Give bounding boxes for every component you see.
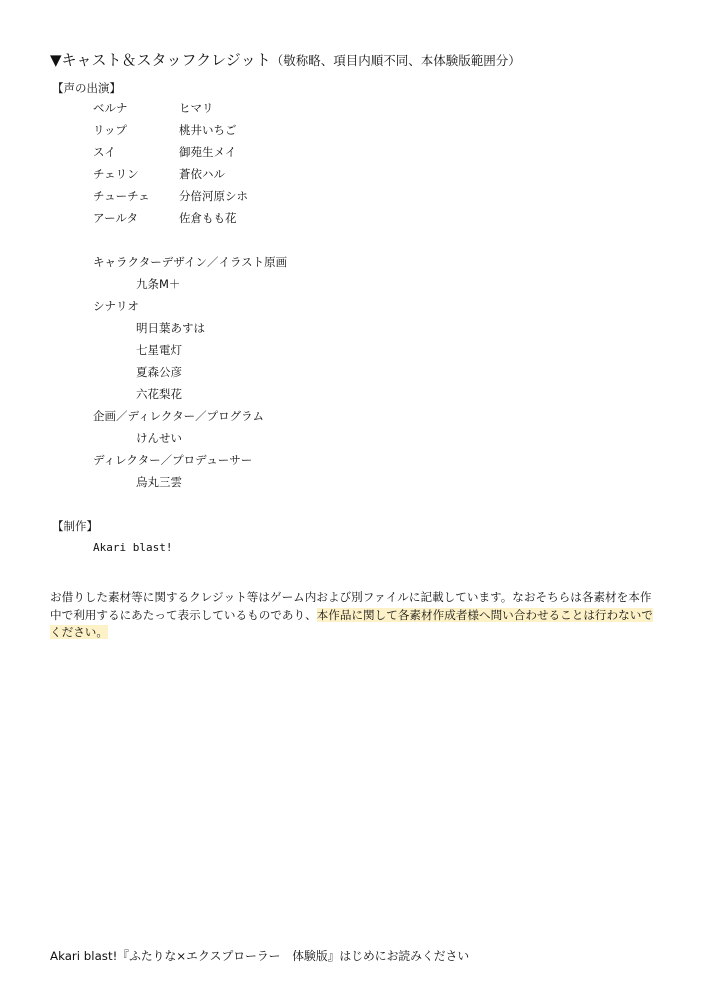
cast-actor: 御苑生メイ xyxy=(179,145,237,159)
cast-row xyxy=(93,166,225,182)
production-label: 【制作】 xyxy=(52,519,98,533)
staff-name: 烏丸三雲 xyxy=(136,475,182,489)
cast-role: スイ xyxy=(93,145,116,159)
cast-actor: 分倍河原シホ xyxy=(179,189,248,203)
cast-row xyxy=(93,122,237,138)
cast-actor: ヒマリ xyxy=(179,101,214,115)
staff-role-scenario: シナリオ xyxy=(93,299,139,313)
production-company: Akari blast! xyxy=(93,541,173,554)
cast-actor: 佐倉もも花 xyxy=(179,211,237,225)
credits-notice xyxy=(50,589,662,642)
staff-name: けんせい xyxy=(136,431,182,445)
staff-role-character-design: キャラクターデザイン／イラスト原画 xyxy=(93,255,288,269)
staff-name: 九条M＋ xyxy=(136,277,181,291)
cast-role: アールタ xyxy=(93,211,138,225)
notice-highlight: 本作品に関して各素材作成者様へ問い合わせることは行わないでください。 xyxy=(50,607,653,639)
page-title xyxy=(50,49,521,72)
staff-name: 夏森公彦 xyxy=(136,365,182,379)
cast-row xyxy=(93,144,236,160)
cast-role: ベルナ xyxy=(93,101,128,115)
staff-name: 明日葉あすは xyxy=(136,321,205,335)
staff-role-producer: ディレクター／プロデューサー xyxy=(93,453,253,467)
notice-text: お借りした素材等に関するクレジット等はゲーム内および別ファイルに記載しています。なおそちらは各素材を本作中で利用するにあたって表示しているものであり、 xyxy=(50,590,652,622)
title-note: （敬称略、項目内順不同、本体験版範囲分） xyxy=(270,53,521,68)
cast-role: リップ xyxy=(93,123,128,137)
cast-row xyxy=(93,210,237,226)
cast-role: チューチェ xyxy=(93,189,150,203)
staff-name: 六花梨花 xyxy=(136,387,182,401)
title-main: ▼キャスト＆スタッフクレジット xyxy=(50,51,271,69)
cast-actor: 桃井いちご xyxy=(179,123,237,137)
page-footer: Akari blast!『ふたりな×エクスプローラー 体験版』はじめにお読みください xyxy=(50,949,470,963)
cast-row xyxy=(93,100,214,116)
cast-role: チェリン xyxy=(93,167,139,181)
cast-row xyxy=(93,188,248,204)
staff-name: 七星電灯 xyxy=(136,343,182,357)
cast-actor: 蒼依ハル xyxy=(179,167,225,181)
voice-cast-label: 【声の出演】 xyxy=(52,81,121,95)
staff-role-planning: 企画／ディレクター／プログラム xyxy=(93,409,265,423)
